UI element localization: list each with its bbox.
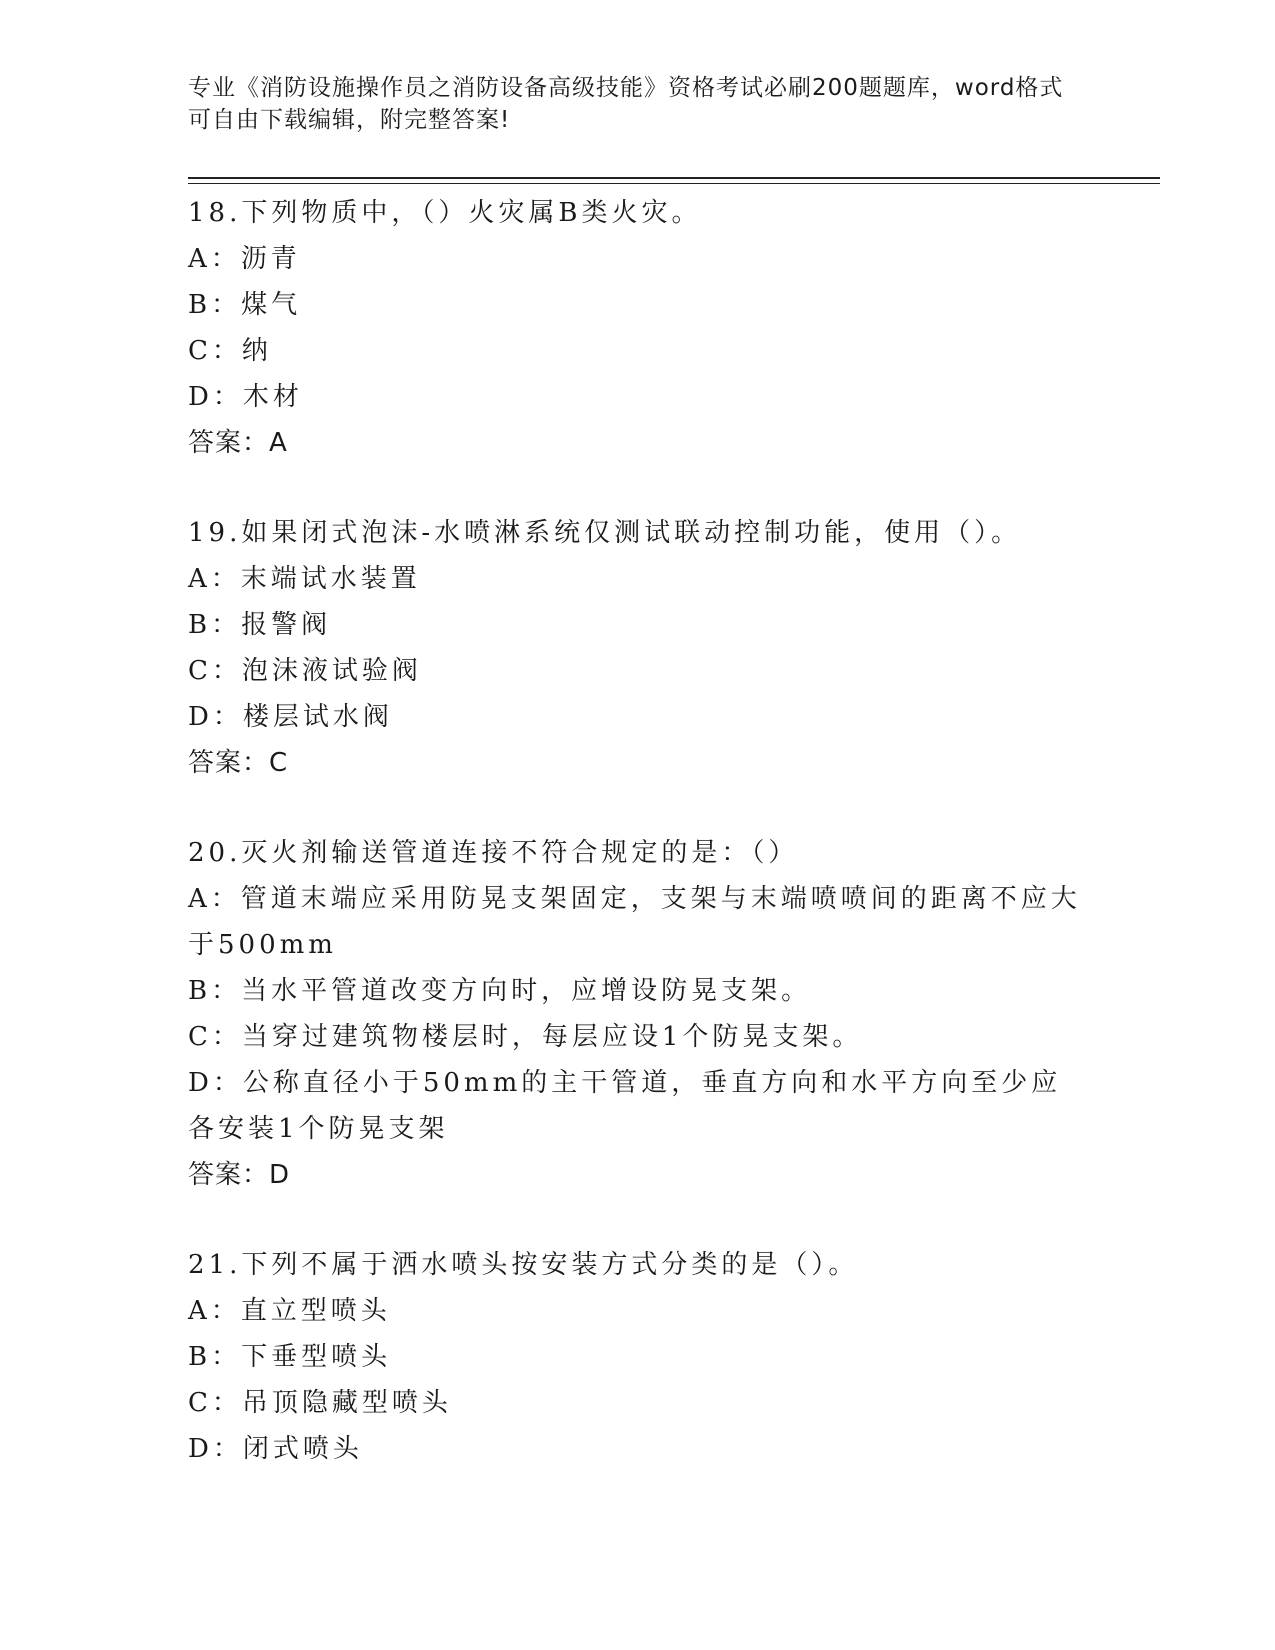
option-c: C：吊顶隐藏型喷头 [188,1388,452,1418]
question-list [188,190,1088,1472]
question-stem: 21.下列不属于洒水喷头按安装方式分类的是（）。 [188,1250,859,1280]
option-d: D：公称直径小于50mm的主干管道，垂直方向和水平方向至少应各安装1个防晃支架 [188,1068,1062,1144]
option-a: A：直立型喷头 [188,1296,391,1326]
option-d: D：木材 [188,382,303,412]
question-stem: 20.灭火剂输送管道连接不符合规定的是：（） [188,838,799,868]
question-18 [188,190,1088,466]
answer-line: 答案：A [188,428,288,458]
option-c: C：泡沫液试验阀 [188,656,422,686]
question-stem: 18.下列物质中，（）火灾属B类火灾。 [188,198,702,228]
option-a: A：末端试水装置 [188,564,421,594]
document-header: 专业《消防设施操作员之消防设备高级技能》资格考试必刷200题题库，word格式可自由下载编辑，附完整答案! [188,75,1064,133]
option-b: B：煤气 [188,290,302,320]
answer-line: 答案：D [188,1160,291,1190]
spacer [188,1198,1088,1242]
question-21 [188,1242,1088,1472]
option-a: A：管道末端应采用防晃支架固定，支架与末端喷喷间的距离不应大于500mm [188,884,1081,960]
option-b: B：当水平管道改变方向时，应增设防晃支架。 [188,976,812,1006]
option-d: D：闭式喷头 [188,1434,363,1464]
question-stem: 19.如果闭式泡沫-水喷淋系统仅测试联动控制功能，使用（）。 [188,518,1022,548]
answer-line: 答案：C [188,748,289,778]
spacer [188,786,1088,830]
question-19 [188,510,1088,786]
question-20 [188,830,1088,1198]
header-divider-thin [188,183,1160,184]
option-b: B：报警阀 [188,610,332,640]
option-b: B：下垂型喷头 [188,1342,392,1372]
option-c: C：当穿过建筑物楼层时，每层应设1个防晃支架。 [188,1022,863,1052]
spacer [188,466,1088,510]
option-a: A：沥青 [188,244,301,274]
header-divider-thick [188,177,1160,179]
option-c: C：纳 [188,336,272,366]
option-d: D：楼层试水阀 [188,702,393,732]
